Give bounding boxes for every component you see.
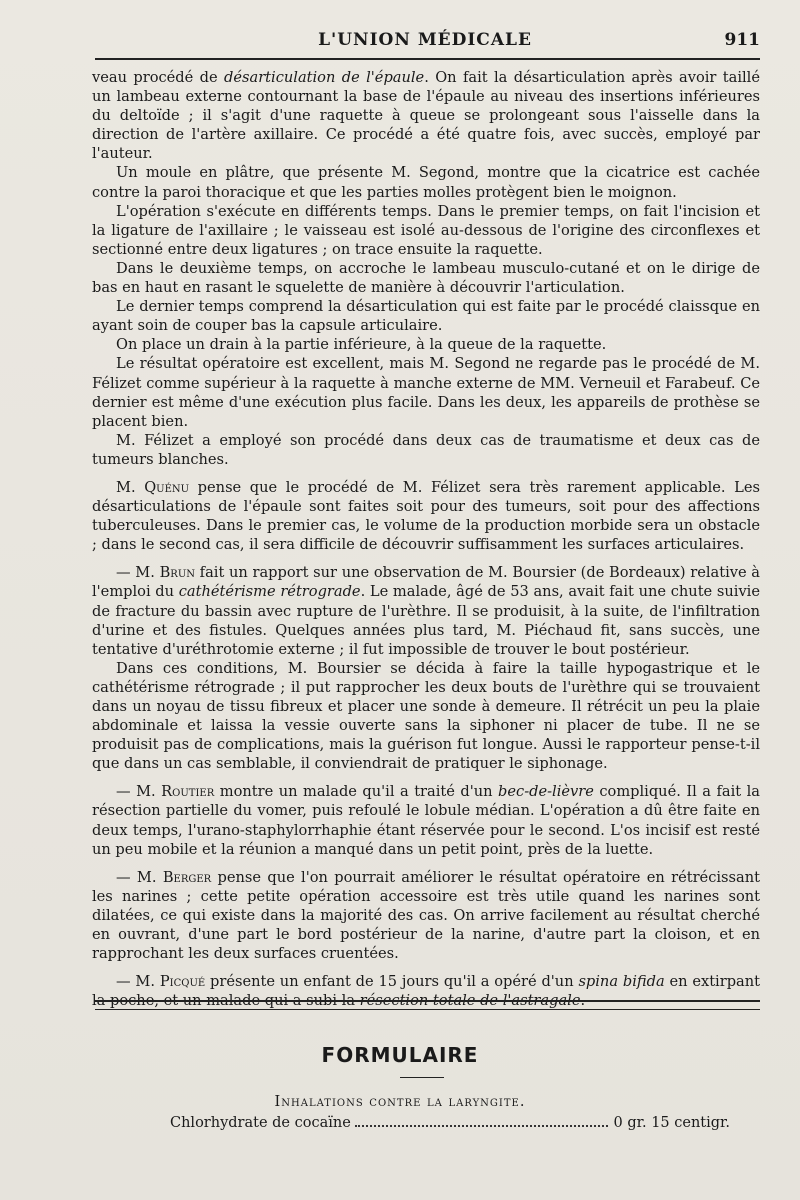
paragraph: On place un drain à la partie inférieure, à la queue de la raquette. — [116, 336, 607, 354]
paragraph: — M. Routier montre un malade qu'il a traité d'un bec-de-lièvre compliqué. Il a fait la résection partielle du vomer, puis refoulé le lobule médian. L'opération a dû être faite en deux temps, l'urano-staphylorrhaphie étant réservée pour le second. L'os incisif est resté un peu mobile et la réunion a manqué dans un petit point, près de la luette. — [92, 783, 760, 858]
paragraph: Dans ces conditions, M. Boursier se décida à faire la taille hypogastrique et le cathétérisme rétrograde ; il put rapprocher les deux bouts de l'urèthre qui se trouvaient dans un noyau de tissu fibreux et placer une sonde à demeure. Il rétrécit un peu la plaie abdominale et laissa la vessie ouverte sans la siphoner ni placer de tube. Il ne se produisit pas de complications, mais la guérison fut longue. Aussi le rapporteur pense-t-il que dans un cas semblable, il conviendrait de pratiquer le siphonage. — [92, 659, 760, 773]
section-heading: FORMULAIRE — [321, 1043, 479, 1067]
paragraph: — M. Picqué présente un enfant de 15 jours qu'il a opéré d'un spina bifida en extirpant la poche, et un malade qui a subi la résection totale de l'astragale. — [92, 973, 761, 1010]
formula-title: Inhalations contre la laryngite. — [274, 1094, 526, 1110]
article-body — [92, 68, 760, 1010]
paragraph: — M. Berger pense que l'on pourrait améliorer le résultat opératoire en rétrécissant les narines ; cette petite opération accessoire est très utile quand les narines sont dilatées, ce qui existe dans la majorité des cas. On arrive facilement au résultat cherché en ouvrant, d'une part le bord postérieur de la narine, d'autre part la cloison, et en rapprochant les deux surfaces cruentées. — [92, 868, 760, 963]
paragraph: Dans le deuxième temps, on accroche le lambeau musculo-cutané et on le dirige de bas en haut en rasant le squelette de manière à découvrir l'articulation. — [92, 259, 760, 297]
paragraph: L'opération s'exécute en différents temps. Dans le premier temps, on fait l'incision et la ligature de l'axillaire ; le vaisseau est isolé au-dessous de l'origine des circonflexes et sectionné entre deux ligatures ; on trace ensuite la raquette. — [92, 202, 760, 258]
paragraph: Un moule en plâtre, que présente M. Segond, montre que la cicatrice est cachée contre la paroi thoracique et que les parties molles protègent bien le moignon. — [92, 164, 760, 201]
journal-title: L'UNION MÉDICALE — [318, 30, 532, 50]
paragraph: Le dernier temps comprend la désarticulation qui est faite par le procédé claissque en ayant soin de couper bas la capsule articulaire. — [92, 298, 760, 335]
paragraph: Le résultat opératoire est excellent, mais M. Segond ne regarde pas le procédé de M. Félizet comme supérieur à la raquette à manche externe de MM. Verneuil et Farabeuf. Ce dernier est même d'une exécution plus facile. Dans les deux, les appareils de prothèse se placent bien. — [92, 355, 760, 430]
section-divider — [95, 1000, 760, 1010]
paragraph: M. Félizet a employé son procédé dans deux cas de traumatisme et deux cas de tumeurs blanches. — [92, 431, 760, 468]
formula-line — [170, 1115, 730, 1131]
paragraph: M. Quénu pense que le procédé de M. Félizet sera très rarement applicable. Les désarticulations de l'épaule sont faites soit pour des tumeurs, soit pour des affections tuberculeuses. Dans le premier cas, le volume de la production morbide sera un obstacle ; dans le second cas, il sera difficile de découvrir suffisamment les surfaces articulaires. — [92, 478, 760, 554]
running-header — [90, 30, 760, 60]
paragraph: — M. Brun fait un rapport sur une observation de M. Boursier (de Bordeaux) relative à l'emploi du cathétérisme rétrograde. Le malade, âgé de 53 ans, avait fait une chute suivie de fracture du bassin avec rupture de l'urèthre. Il se produisit, à la suite, de l'infiltration d'urine et des fistules. Quelques années plus tard, M. Piéchaud fit, sans succès, une tentative d'uréthrotomie externe ; il fut impossible de trouver le bout postérieur. — [92, 564, 760, 658]
heading-rule — [400, 1077, 444, 1078]
ingredient: Chlorhydrate de cocaïne — [170, 1115, 351, 1131]
header-rule — [95, 58, 760, 60]
dose: 0 gr. 15 centigr. — [613, 1115, 730, 1131]
leader-dots — [355, 1125, 608, 1127]
page-number: 911 — [724, 30, 760, 50]
paragraph: veau procédé de désarticulation de l'épaule. On fait la désarticulation après avoir taillé un lambeau externe contournant la base de l'épaule au niveau des insertions inférieures du deltoïde ; il s'agit d'une raquette à queue se prolongeant sous l'aisselle dans la direction de l'artère axillaire. Ce procédé a été quatre fois, avec succès, employé par l'auteur. — [92, 69, 760, 163]
